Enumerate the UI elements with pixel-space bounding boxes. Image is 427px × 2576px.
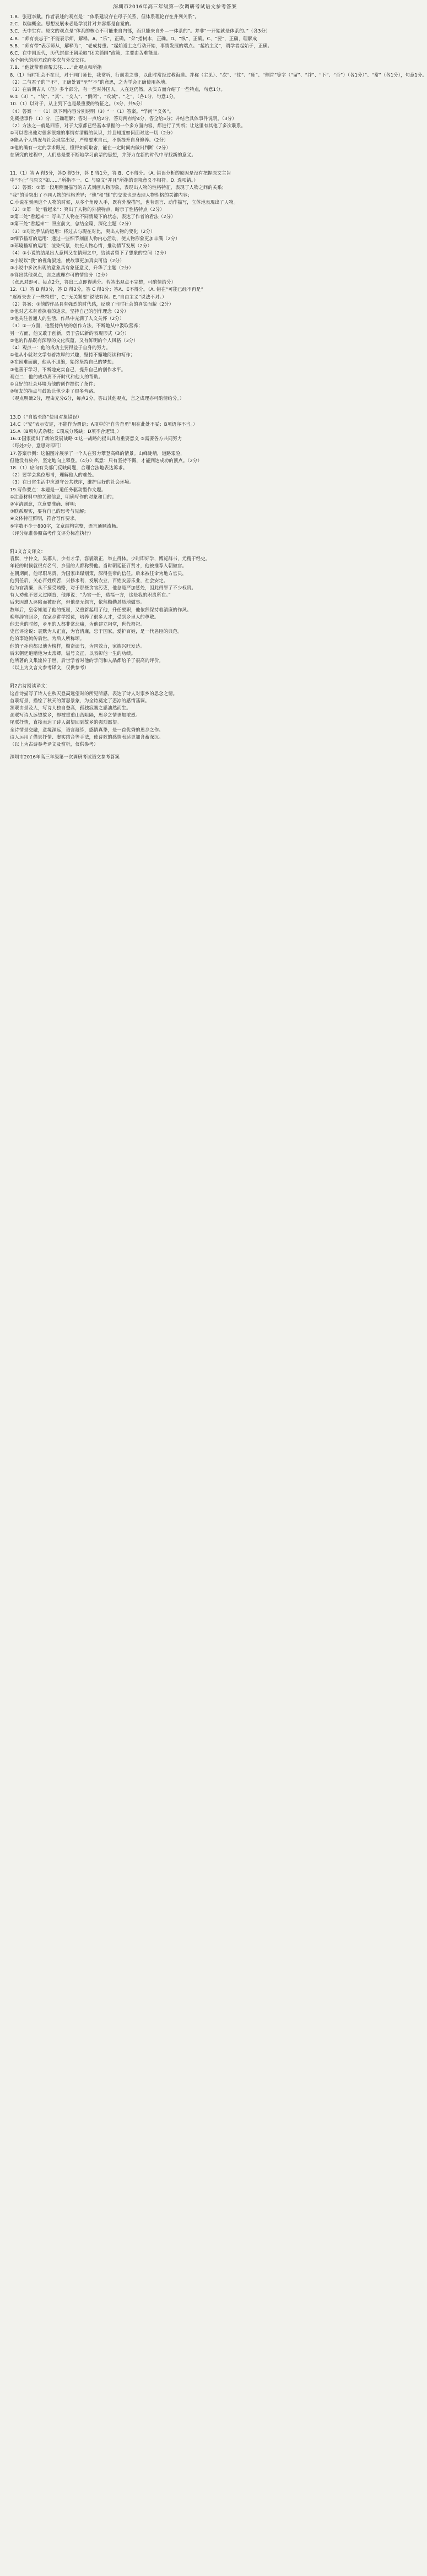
answer-line: 各个朝代的地方政府多次与外交交往。 xyxy=(10,57,89,63)
answer-line: 10.（1）以对于，从上到下也是最重要的特征之。（3分，共5分） xyxy=(10,101,145,107)
answer-line: （以上为古诗参考译文及赏析，仅供参考） xyxy=(10,741,99,747)
answer-line: “我”的话突出了不同人物的性格差异；“他”和“她”的交流也是表现人物性格的关键内容； xyxy=(10,192,192,198)
answer-line: 17.答案示例：这幅图片展示了一个人在努力攀登高峰的情景。山峰陡峭，道路艰险， xyxy=(10,450,185,456)
answer-line: 14.C（“安”表示安定，不能作为谓语；A项中的“自告奋勇”用在此处不妥；B项语序不当。） xyxy=(10,421,198,427)
answer-line: 另一方面，他又敢于创新，勇于尝试新的表现形式（3分） xyxy=(10,330,129,336)
answer-line: ③第三处“看起来”：照应前文，总结全篇，深化主题（2分） xyxy=(10,221,134,227)
answer-line: 附2古诗阅读译文： xyxy=(10,683,51,689)
answer-line: 13.D（“自始至终”使用对象错误） xyxy=(10,414,82,420)
answer-line: “逐渐失去了一些特质”，C.“无关紧要”说法有误。E.“自由主义”说法不对。） xyxy=(10,294,167,300)
answer-line: 11.（1）答 A 得5分，答D 得3分，答 E 得1分，答 B、C不得分。（A. 错误分析的原因是没有把握原文主旨 xyxy=(10,170,231,176)
section-literature-answers xyxy=(10,170,340,403)
answer-line: 尾联抒情，直接表达了诗人渴望回到故乡的强烈愿望。 xyxy=(10,719,122,725)
page-footer: 深圳市2016年高三年级第一次调研考试语文参考答案 xyxy=(10,754,120,760)
answer-line: （每处2分，意思对即可） xyxy=(10,443,64,449)
answer-line: 颔联由景及人，写诗人独自登高，孤独寂寞之感油然而生。 xyxy=(10,705,131,711)
answer-line: ①他从小就对文学有着浓厚的兴趣，坚持不懈地阅读和写作； xyxy=(10,352,136,358)
answer-line: 4.B．“师有丧忘于”不能表示师，解释。A、“乐”，正确。“朵”指树木，正确。D、“纵”，正确。C、“要”，正确，理解成 xyxy=(10,35,257,41)
answer-line: 在朝期间，他尽职尽责，为国家出谋划策，深得皇帝的信任。后来被任命为地方官员， xyxy=(10,570,187,576)
answer-line: （3）在日常生活中应遵守公共秩序，维护良好的社会环境。 xyxy=(10,479,134,485)
answer-line: C.小说在刻画这个人物的时候，从多个角度入手，既有外貌描写，也有语言、动作描写，立体地表现出了人物。 xyxy=(10,199,239,205)
answer-line: （3）在后期古人（但）多个部分，有一些对外国人，人在这仍然，从实方面介绍了一些特点，句意1分。 xyxy=(10,86,225,93)
answer-line: ③他的确有一定的学术眼光，懂得如何取舍，能在一定时间内做出判断（2分） xyxy=(10,144,171,150)
answer-line: 19.写作要点：本题是一道任务驱动型作文题。 xyxy=(10,486,106,492)
answer-line: ②细节描写的运用：通过一些细节刻画人物内心活动，使人物形象更加丰满（2分） xyxy=(10,235,180,241)
answer-line: 晚年辞官回乡，在家乡讲学授徒，培养了很多人才，受到乡里人的尊敬。 xyxy=(10,614,159,620)
answer-line: 他的事迹流传后世，为后人所称颂。 xyxy=(10,636,85,642)
answer-line: ②在困难面前，他从不退缩，始终坚持自己的梦想； xyxy=(10,359,117,365)
answer-line: 史官评论说：袁默为人正直，为官清廉，忠于国家，爱护百姓，是一代名臣的典范。 xyxy=(10,628,182,634)
answer-line: （以上为文言文参考译文，仅供参考） xyxy=(10,665,89,671)
answer-line: 先概括事件（1）分，正确理解；答对一点给2分，答对两点给4分，答全给5分；并结合具体事件说明。（3分） xyxy=(10,115,237,121)
answer-line: 5.B．“师有带”表示师从，解释为“，“老成持重。“起始道士之行动开始，事情发展的端点。“起始主义”，谓学者起始于，正确。 xyxy=(10,42,272,48)
answer-line: ②他的作品既有深厚的文化底蕴，又有鲜明的个人风格（3分） xyxy=(10,337,138,343)
answer-line: 袁默，字仲文，吴郡人，少有才学，容貌端正，举止得体。少时即好学，博览群书，尤精于经史。 xyxy=(10,556,210,562)
section-poem-translation xyxy=(10,682,340,748)
answer-line: ①注意材料中的关键信息，明确写作的对象和目的； xyxy=(10,493,117,500)
answer-line: 他为官清廉，从不接受贿赂，对于那些贪官污吏，他总是严加惩处，因此得罪了不少权贵。 xyxy=(10,585,196,591)
answer-line: （评分标准参照高考作文评分标准执行） xyxy=(10,530,94,536)
answer-line: ②小说以“我”的视角叙述，使故事更加真实可信（2分） xyxy=(10,257,125,263)
answer-line: （2）答案：①他的作品具有强烈的时代感，反映了当时社会的真实面貌（2分） xyxy=(10,301,174,307)
answer-line: （2）要学会换位思考，理解他人的难处。 xyxy=(10,472,97,478)
answer-line: 15.A（B项句式杂糅；C项成分残缺；D项不合逻辑。） xyxy=(10,428,122,434)
answer-line: 他到任后，关心百姓疾苦，兴修水利，发展农业，百姓安居乐业，社会安定。 xyxy=(10,577,169,583)
answer-line: ③联系现实，要有自己的思考与见解； xyxy=(10,508,89,514)
answer-line: 12.（1）答 B 得3分，答 D 得2分，答 C 得1分；答A、E不得分。（A. 错在“可能已经不再是” xyxy=(10,286,204,292)
answer-line: 附1文言文译文： xyxy=(10,549,46,555)
answer-line: （2）答案：①第一段用侧面描写的方式刻画人物形象，表现出人物的性格特征，表现了人物之间的关系； xyxy=(10,185,227,191)
answer-line: 他去世的时候，乡里的人都非常悲痛，为他建立祠堂，世代祭祀。 xyxy=(10,621,145,627)
section-classical-translation xyxy=(10,548,340,671)
answer-line: ③小说中多次出现的意象具有象征意义，升华了主题（2分） xyxy=(10,264,134,270)
section-reading-answers xyxy=(10,13,427,159)
answer-line: ④文体特征鲜明，符合写作要求。 xyxy=(10,516,79,522)
answer-line: 但他没有放弃，坚定地向上攀登。（4分）寓意：只有坚持不懈，才能到达成功的顶点。（2分） xyxy=(10,457,202,463)
answer-line: 后来因遭人诬陷而被贬官，但他毫无怨言，依然勤勤恳恳地做事。 xyxy=(10,599,145,605)
answer-line: 他的子孙也都以他为榜样，勤奋读书，为国效力，家族兴旺发达。 xyxy=(10,643,145,649)
answer-line: 全诗情景交融，意境深远，语言凝练，感情真挚，是一首优秀的思乡之作。 xyxy=(10,726,164,733)
answer-line: 有人劝他不要太过刚直，他却说：“为官一任，造福一方，这是我的职责所在。” xyxy=(10,592,171,598)
answer-line: ③环境描写的运用：渲染气氛，烘托人物心情，推动情节发展（2分） xyxy=(10,243,152,249)
answer-line: （4）①小说的结尾出人意料又在情理之中，给读者留下了想象的空间（2分） xyxy=(10,250,169,256)
answer-line: （2）二与君子的”“不”，正确处置“至”“不”的意思，之为学会正确使用各地。 xyxy=(10,79,170,85)
answer-line: ②第二处“看起来”：写出了人物在不同情境下的状态，表达了作者的看法（2分） xyxy=(10,214,176,220)
answer-line: （3）①对比手法的运用：将过去与现在对比，突出人物的变化（2分） xyxy=(10,228,155,234)
answer-line: ②能从个人情况与社会现实出发，严格要求自己，不断提升自身修养。（2分） xyxy=(10,137,169,143)
answer-line: 后来朝廷追赠他为太常卿，谥号文正，以表彰他一生的功绩。 xyxy=(10,650,136,656)
answer-line: 2.C．以偏概全。思想发展未必是学说针对并容都是自觉的。 xyxy=(10,21,134,27)
answer-line: ③他关注普通人的生活，作品中充满了人文关怀（2分） xyxy=(10,316,125,322)
answer-line: 颈联写诗人远望故乡，却被重重山峦阻隔，思乡之情更加浓烈。 xyxy=(10,712,140,718)
answer-line: 在研究的过程中，人们总是要不断地学习前辈的思想，并努力在新的时代中寻找新的意义。 xyxy=(10,151,196,158)
answer-line: 8.（1）当时社会不在世，对于同门师长，我常听，行前辈之事，以此时常经过教诲道。并称（主见）、“次”、“仗”、“师”、“侧首”等字（“留”、“并”、“下”、“否”）（各1分）”、“常”（各1分），句意1分。 xyxy=(10,72,427,78)
answer-line: ②他对艺术有着执着的追求，坚持自己的创作理念（2分） xyxy=(10,308,129,314)
answer-line: ①良好的社会环境为他的创作提供了条件； xyxy=(10,381,98,387)
answer-line: （观点明确2分，理由充分6分，每点2分。答出其他观点，言之成理亦可酌情给分。） xyxy=(10,395,185,402)
answer-line: （2）方法之一就是回答，对于大家都已经基本掌握的一个多方面内容，都进行了判断；让这里有其他了多次联系。 xyxy=(10,123,246,129)
answer-line: 7.B．“他就带着商帮去往……”此观点和所指 xyxy=(10,64,102,70)
answer-line: （4）观点一：他的成功主要得益于自身的努力。 xyxy=(10,344,111,350)
answer-line: 观点二：他的成功离不开时代和他人的帮助。 xyxy=(10,373,103,379)
answer-line: ②师友的指点与鼓励让他少走了很多弯路。 xyxy=(10,388,98,394)
answer-line: 首联写景，描绘了秋天的萧瑟景象，为全诗奠定了悲凉的感情基调。 xyxy=(10,697,150,703)
answer-line: 18.（1）应向有关部门反映问题，合理合法地表达诉求。 xyxy=(10,464,128,470)
answer-line: ④答出其他观点，言之成理亦可酌情给分（2分） xyxy=(10,272,110,278)
answer-line: 1.B．张冠李戴。作者表述的观点是：“体系建设存在母子关系，但体系理论存在并列关系”。 xyxy=(10,14,199,19)
answer-line: （3）①一方面，他坚持传统的创作方法，不断地从中汲取营养； xyxy=(10,323,143,329)
answer-line: 16.①国家提出了新的发展战略 ②这一战略的提出具有重要意义 ③需要各方共同努力 xyxy=(10,436,182,442)
answer-line: 诗人运用了借景抒情、虚实结合等手法，使诗歌的感情表达更加含蓄深沉。 xyxy=(10,734,164,740)
section-language-answers xyxy=(10,414,340,537)
answer-line: 数年后，皇帝知道了他的冤屈，又重新起用了他，升任要职，他依然保持着清廉的作风。 xyxy=(10,606,192,612)
answer-line: 这首诗描写了诗人在秋天登高远望时的所见所感，表达了诗人对家乡的思念之情。 xyxy=(10,690,178,696)
answer-line: 年轻的时候就很有名气，乡里的人都称赞他。当时朝廷征召贤才，他被推荐入朝做官。 xyxy=(10,563,187,569)
answer-line: 9.①（3）“、“故”、“其”、“交人”、“倒闭”、“攻城”、“之”，（各1分，句意1分。 xyxy=(10,94,179,100)
answer-line: 中“不止”与原文“如……”所指不一。C. 与原文“并且”所指的语境意义不相符。D. 选项错。） xyxy=(10,177,198,183)
answer-line: ③他善于学习，不断地充实自己，提升自己的创作水平。 xyxy=(10,366,126,372)
answer-line: （2）①第一处“看起来”：突出了人物的外貌特点，暗示了性格特点（2分） xyxy=(10,207,165,213)
answer-line: ①可以看出他对很多很难的事情有清醒的认识，并且知道如何面对这一切（2分） xyxy=(10,130,176,136)
answer-line: ⑤字数不少于800字，文章结构完整，语言通顺流畅。 xyxy=(10,523,121,529)
answer-line: 6.C．在中国近代，历代封建王朝采取“闭关锁国”政策，主要由苦难能量。 xyxy=(10,50,163,56)
answer-line: 3.C．无中生有。原文的观点是“体系的核心不可能来自内部，而只能来自外—一体系的”。并非“一开始就是体系的。”（各3分） xyxy=(10,28,271,34)
answer-line: （意思对即可。每点2分，答出三点即得满分。若答出观点不完整，可酌情给分） xyxy=(10,279,176,285)
answer-line: ②审清题意，立意要准确、鲜明； xyxy=(10,501,79,507)
answer-line: （4）答案一一（1）以下列内容分别说明（3）“一（1）答案。“学问”“义务”。 xyxy=(10,108,174,114)
page-title: 深圳市2016年高三年级第一次调研考试语文参考答案 xyxy=(113,4,237,10)
answer-line: 他所著的文集流传于世，后世学者对他的学问和人品都给予了很高的评价。 xyxy=(10,658,164,664)
